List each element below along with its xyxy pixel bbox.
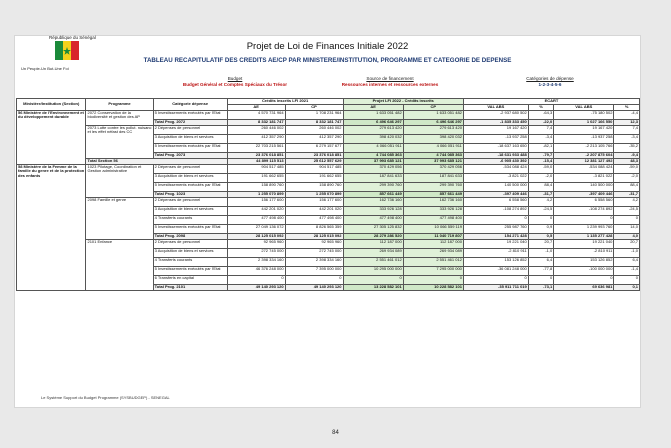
value-cell: -397 409 446 xyxy=(554,192,614,198)
table-row xyxy=(17,198,640,207)
value-cell: 4 066 051 911 xyxy=(403,144,463,153)
value-cell: -82,1 xyxy=(528,144,553,153)
col-pct: % xyxy=(614,105,640,111)
source-value: Ressources internes et ressources externes xyxy=(341,81,439,87)
value-cell: -2 213 105 766 xyxy=(554,144,614,153)
value-cell: 260 446 002 xyxy=(227,126,285,135)
value-cell: 28 279 286 520 xyxy=(343,234,403,240)
motto-label: Un Peuple-Un But-Une Foi xyxy=(21,66,69,71)
value-cell: -31,7 xyxy=(528,192,553,198)
value-cell: 0 xyxy=(614,216,640,225)
value-cell: 191 662 655 xyxy=(285,174,343,183)
value-cell: -31,7 xyxy=(614,192,640,198)
budget-label: Budget xyxy=(227,76,243,81)
value-cell: 477 498 400 xyxy=(403,216,463,225)
value-cell: 44 899 115 513 xyxy=(227,159,285,165)
value-cell: 69 636 981 xyxy=(554,285,614,291)
page-subtitle: TABLEAU RECAPITULATIF DES CREDITS AE/CP PAR MINISTERE/INSTITUTION, PROGRAMME ET CATEGORIE DE DEPENSE xyxy=(143,57,512,64)
categorie-cell: 2 Dépenses de personnel xyxy=(153,126,227,135)
value-cell: -4,4 xyxy=(614,111,640,120)
value-cell: -36 081 248 000 xyxy=(463,267,528,276)
value-cell: 370 429 056 xyxy=(403,165,463,174)
categorie-cell: Total Prog. 2073 xyxy=(153,153,227,159)
value-cell: 0 xyxy=(285,276,343,285)
value-cell: 299 390 760 xyxy=(403,183,463,192)
value-cell: 0 xyxy=(463,276,528,285)
value-cell: 28 125 015 092 xyxy=(227,234,285,240)
programme-cell: 2101 Enfance xyxy=(86,240,153,291)
budget-value: Budget Général et Comptes Spéciaux du Trésor xyxy=(182,81,288,87)
value-cell: -3 821 022 xyxy=(554,174,614,183)
value-cell: 1 708 231 964 xyxy=(285,111,343,120)
value-cell: 255 987 760 xyxy=(463,225,528,234)
value-cell: 37 993 685 121 xyxy=(343,159,403,165)
value-cell: -24,5 xyxy=(528,207,553,216)
categorie-cell: 5 Investissements exécutés par l'Etat xyxy=(153,183,227,192)
value-cell: -2 810 911 xyxy=(463,249,528,258)
value-cell: -59,0 xyxy=(528,165,553,174)
value-cell: 158 890 760 xyxy=(227,183,285,192)
source-label: Source de financement xyxy=(366,76,414,81)
col-cp: CP xyxy=(285,105,343,111)
value-cell: -100 000 000 xyxy=(554,267,614,276)
value-cell: 156 177 600 xyxy=(227,198,285,207)
value-cell: 7,4 xyxy=(528,126,553,135)
categories-label: Catégories de dépense xyxy=(526,76,574,81)
value-cell: 8 332 181 747 xyxy=(285,120,343,126)
programme-cell: 2073 Lutte contre les pollut. nuisanc et les effet néfast des CC xyxy=(86,126,153,159)
value-cell: 1 135 277 428 xyxy=(554,234,614,240)
value-cell: 2 398 334 160 xyxy=(285,258,343,267)
value-cell: 0 xyxy=(528,216,553,225)
value-cell: 6 496 646 297 xyxy=(343,120,403,126)
value-cell: -2 810 911 xyxy=(554,249,614,258)
document-page xyxy=(14,35,641,408)
value-cell: 0,5 xyxy=(528,234,553,240)
value-cell: 23 376 018 851 xyxy=(285,153,343,159)
value-cell: -77,8 xyxy=(528,267,553,276)
value-cell: 49 140 293 120 xyxy=(227,285,285,291)
value-cell: 162 736 160 xyxy=(343,198,403,207)
col-ecart: ECART xyxy=(463,99,639,105)
value-cell: 88,4 xyxy=(614,183,640,192)
value-cell: 27 049 136 072 xyxy=(227,225,285,234)
value-cell: 1 255 070 899 xyxy=(285,192,343,198)
value-cell: -35 911 711 019 xyxy=(463,285,528,291)
value-cell: 156 177 600 xyxy=(285,198,343,207)
table-row xyxy=(17,240,640,249)
col-ministere: Ministère/Institution (Section) xyxy=(17,99,86,111)
value-cell: 6 496 646 297 xyxy=(403,120,463,126)
value-cell: 299 390 760 xyxy=(343,183,403,192)
categorie-cell: 6 Transferts en capital xyxy=(153,276,227,285)
value-cell: 4,2 xyxy=(614,198,640,207)
categorie-cell: 3 Acquisition de biens et services xyxy=(153,174,227,183)
value-cell: 19 221 040 xyxy=(554,240,614,249)
value-cell: -3 821 022 xyxy=(463,174,528,183)
value-cell: -1 835 333 450 xyxy=(463,120,528,126)
value-cell: 11 040 719 807 xyxy=(403,234,463,240)
value-cell: 857 661 449 xyxy=(343,192,403,198)
value-cell: 48,3 xyxy=(614,159,640,165)
value-cell: 19 221 040 xyxy=(463,240,528,249)
value-cell: 6,4 xyxy=(528,258,553,267)
value-cell: 7,4 xyxy=(614,126,640,135)
value-cell: -2 207 875 604 xyxy=(554,153,614,159)
value-cell: -24,5 xyxy=(614,207,640,216)
categories-box xyxy=(485,76,615,87)
value-cell: 2 551 461 012 xyxy=(343,258,403,267)
col-programme: Programme xyxy=(86,99,153,111)
value-cell: 22 703 215 561 xyxy=(227,144,285,153)
value-cell: 4 570 731 964 xyxy=(227,111,285,120)
republic-label: République du Sénégal xyxy=(49,35,96,40)
value-cell: 0 xyxy=(343,276,403,285)
value-cell: 1 239 993 760 xyxy=(554,225,614,234)
page-number: 84 xyxy=(332,430,339,436)
value-cell: 49 140 293 120 xyxy=(285,285,343,291)
value-cell: 272 745 000 xyxy=(227,249,285,258)
value-cell: 260 446 002 xyxy=(285,126,343,135)
value-cell: -13 937 258 xyxy=(463,135,528,144)
value-cell: -64,3 xyxy=(528,111,553,120)
value-cell: 1 633 051 482 xyxy=(343,111,403,120)
value-cell: 333 926 128 xyxy=(343,207,403,216)
value-cell: -2 937 680 502 xyxy=(463,111,528,120)
value-cell: 279 613 420 xyxy=(343,126,403,135)
programme-cell: Total Section 56 xyxy=(86,159,227,165)
value-cell: 0 xyxy=(528,276,553,285)
value-cell: -534 088 424 xyxy=(463,165,528,174)
value-cell: 4 744 085 363 xyxy=(343,153,403,159)
value-cell: -2,0 xyxy=(614,174,640,183)
value-cell: -73,1 xyxy=(528,285,553,291)
value-cell: -18 637 163 650 xyxy=(463,144,528,153)
value-cell: 2 551 461 012 xyxy=(403,258,463,267)
value-cell: 0,9 xyxy=(528,225,553,234)
value-cell: -22,0 xyxy=(528,120,553,126)
value-cell: 12 381 127 492 xyxy=(554,159,614,165)
value-cell: 4 744 085 363 xyxy=(403,153,463,159)
value-cell: 20,7 xyxy=(614,240,640,249)
value-cell: -3,4 xyxy=(528,135,553,144)
value-cell: -1,4 xyxy=(614,267,640,276)
categorie-cell: Total Prog. 2098 xyxy=(153,234,227,240)
value-cell: 279 613 420 xyxy=(403,126,463,135)
categorie-cell: Total Prog. 1023 xyxy=(153,192,227,198)
value-cell: 13 228 582 101 xyxy=(343,285,403,291)
value-cell: 162 736 160 xyxy=(403,198,463,207)
value-cell: 27 305 125 832 xyxy=(343,225,403,234)
value-cell: 112 187 000 xyxy=(403,240,463,249)
value-cell: 477 498 400 xyxy=(285,216,343,225)
col-lfi2021: Crédits inscrits LFI 2021 xyxy=(227,99,343,105)
categorie-cell: 5 Investissements exécutés par l'Etat xyxy=(153,111,227,120)
value-cell: 92 965 960 xyxy=(227,240,285,249)
table-body xyxy=(17,111,640,291)
value-cell: 2 398 334 160 xyxy=(227,258,285,267)
value-cell: 4,0 xyxy=(614,234,640,240)
categorie-cell: 2 Dépenses de personnel xyxy=(153,165,227,174)
value-cell: -9,4 xyxy=(614,153,640,159)
value-cell: 6,4 xyxy=(614,258,640,267)
page-title: Projet de Loi de Finances Initiale 2022 xyxy=(246,41,409,52)
value-cell: 140 500 000 xyxy=(554,183,614,192)
value-cell: 0 xyxy=(614,276,640,285)
value-cell: -108 274 892 xyxy=(463,207,528,216)
value-cell: 92 965 960 xyxy=(285,240,343,249)
value-cell: -13 937 258 xyxy=(554,135,614,144)
value-cell: 88,4 xyxy=(528,183,553,192)
value-cell: 477 498 400 xyxy=(343,216,403,225)
value-cell: 412 357 290 xyxy=(227,135,285,144)
col-ae: AE xyxy=(227,105,285,111)
value-cell: 0 xyxy=(554,216,614,225)
categorie-cell: 3 Acquisition de biens et services xyxy=(153,207,227,216)
value-cell: 272 745 000 xyxy=(285,249,343,258)
value-cell: 14,0 xyxy=(614,225,640,234)
value-cell: 1 255 070 899 xyxy=(227,192,285,198)
value-cell: -79,7 xyxy=(528,153,553,159)
value-cell: -18 631 933 488 xyxy=(463,153,528,159)
value-cell: 154 271 428 xyxy=(463,234,528,240)
footer-text: Le Système Support du Budget Programme (SYSBUDGEP) - SENEGAL xyxy=(41,395,170,400)
value-cell: 28 125 015 092 xyxy=(285,234,343,240)
value-cell: 398 420 032 xyxy=(403,135,463,144)
value-cell: 46 376 248 000 xyxy=(227,267,285,276)
col-val-abs: VAL ABS xyxy=(463,105,528,111)
value-cell: 6 558 560 xyxy=(463,198,528,207)
ministere-cell: 56 Ministère de l'Environnement et du développement durable xyxy=(17,111,86,165)
value-cell: 477 498 400 xyxy=(227,216,285,225)
categorie-cell: 3 Acquisition de biens et services xyxy=(153,135,227,144)
value-cell: 6 279 157 677 xyxy=(285,144,343,153)
value-cell: 904 517 485 xyxy=(227,165,285,174)
value-cell: -75 180 502 xyxy=(554,111,614,120)
value-cell: 153 126 852 xyxy=(554,258,614,267)
value-cell: -534 088 424 xyxy=(554,165,614,174)
value-cell: -108 274 892 xyxy=(554,207,614,216)
categorie-cell: 5 Investissements exécutés par l'Etat xyxy=(153,267,227,276)
value-cell: 0 xyxy=(227,276,285,285)
programme-cell: 2098 Famille et genre xyxy=(86,198,153,240)
value-cell: 19 167 420 xyxy=(554,126,614,135)
value-cell: -6 905 430 392 xyxy=(463,159,528,165)
categorie-cell: Total Prog. 2072 xyxy=(153,120,227,126)
table-row xyxy=(17,111,640,120)
value-cell: 19 167 420 xyxy=(463,126,528,135)
categorie-cell: 2 Dépenses de personnel xyxy=(153,198,227,207)
value-cell: -15,4 xyxy=(528,159,553,165)
value-cell: 904 517 485 xyxy=(285,165,343,174)
budget-box xyxy=(165,76,305,87)
value-cell: 187 841 633 xyxy=(343,174,403,183)
programme-cell: 1023 Pilotage, Coordination et Gestion administrative xyxy=(86,165,153,198)
value-cell: 0 xyxy=(554,276,614,285)
value-cell: 269 934 089 xyxy=(343,249,403,258)
col-categorie: Catégorie dépense xyxy=(153,99,227,111)
value-cell: -3,4 xyxy=(614,135,640,144)
value-cell: 0 xyxy=(463,216,528,225)
categorie-cell: 4 Transferts courants xyxy=(153,258,227,267)
col-proj2022: Projet LFI 2022 - Crédits inscrits xyxy=(343,99,463,105)
value-cell: 0 xyxy=(403,276,463,285)
value-cell: 37 993 685 121 xyxy=(403,159,463,165)
col-val-abs: VAL ABS xyxy=(554,105,614,111)
value-cell: 187 841 633 xyxy=(403,174,463,183)
value-cell: -1,0 xyxy=(614,249,640,258)
value-cell: 191 662 655 xyxy=(227,174,285,183)
value-cell: -35,2 xyxy=(614,144,640,153)
categorie-cell: 4 Transferts courants xyxy=(153,216,227,225)
value-cell: 412 357 290 xyxy=(285,135,343,144)
value-cell: 20,7 xyxy=(528,240,553,249)
value-cell: 23 376 018 851 xyxy=(227,153,285,159)
value-cell: 857 661 449 xyxy=(403,192,463,198)
categorie-cell: 2 Dépenses de personnel xyxy=(153,240,227,249)
value-cell: 112 187 000 xyxy=(343,240,403,249)
value-cell: 25 612 557 629 xyxy=(285,159,343,165)
value-cell: 10 228 582 101 xyxy=(403,285,463,291)
value-cell: 398 420 032 xyxy=(343,135,403,144)
value-cell: 442 201 020 xyxy=(227,207,285,216)
value-cell: 6 558 560 xyxy=(554,198,614,207)
value-cell: 8 332 181 747 xyxy=(227,120,285,126)
value-cell: 7 295 000 000 xyxy=(403,267,463,276)
value-cell: 4 066 051 911 xyxy=(343,144,403,153)
value-cell: 10 295 000 000 xyxy=(343,267,403,276)
value-cell: 0,1 xyxy=(614,285,640,291)
categorie-cell: Total Prog. 2101 xyxy=(153,285,227,291)
table-row xyxy=(17,165,640,174)
table-row xyxy=(17,126,640,135)
value-cell: 1 027 166 550 xyxy=(554,120,614,126)
source-box xyxy=(315,76,465,87)
value-cell: 8 826 565 359 xyxy=(285,225,343,234)
value-cell: 7 395 000 000 xyxy=(285,267,343,276)
value-cell: 12,3 xyxy=(614,120,640,126)
categories-value: 1-2-3-4-5-6 xyxy=(538,81,562,87)
value-cell: -2,0 xyxy=(528,174,553,183)
categorie-cell: 5 Investissements exécutés par l'Etat xyxy=(153,144,227,153)
value-cell: -1,0 xyxy=(528,249,553,258)
value-cell: 269 934 089 xyxy=(403,249,463,258)
value-cell: 140 500 000 xyxy=(463,183,528,192)
col-pct: % xyxy=(528,105,553,111)
ministere-cell: 58 Ministère de la Femme de la famille du genre et de la protection des enfants xyxy=(17,165,86,291)
value-cell: -59,0 xyxy=(614,165,640,174)
col-ae: AE xyxy=(343,105,403,111)
value-cell: 10 066 559 119 xyxy=(403,225,463,234)
programme-cell: 2072 Conservation de la biodiversité et gestion des AP xyxy=(86,111,153,126)
categorie-cell: 5 Investissements exécutés par l'Etat xyxy=(153,225,227,234)
value-cell: -397 409 446 xyxy=(463,192,528,198)
credits-table xyxy=(16,98,640,291)
value-cell: 370 429 056 xyxy=(343,165,403,174)
value-cell: 4,2 xyxy=(528,198,553,207)
value-cell: 158 890 760 xyxy=(285,183,343,192)
categorie-cell: 3 Acquisition de biens et services xyxy=(153,249,227,258)
value-cell: 1 633 051 482 xyxy=(403,111,463,120)
value-cell: 333 926 128 xyxy=(403,207,463,216)
value-cell: 442 201 020 xyxy=(285,207,343,216)
value-cell: 153 126 852 xyxy=(463,258,528,267)
col-cp: CP xyxy=(403,105,463,111)
